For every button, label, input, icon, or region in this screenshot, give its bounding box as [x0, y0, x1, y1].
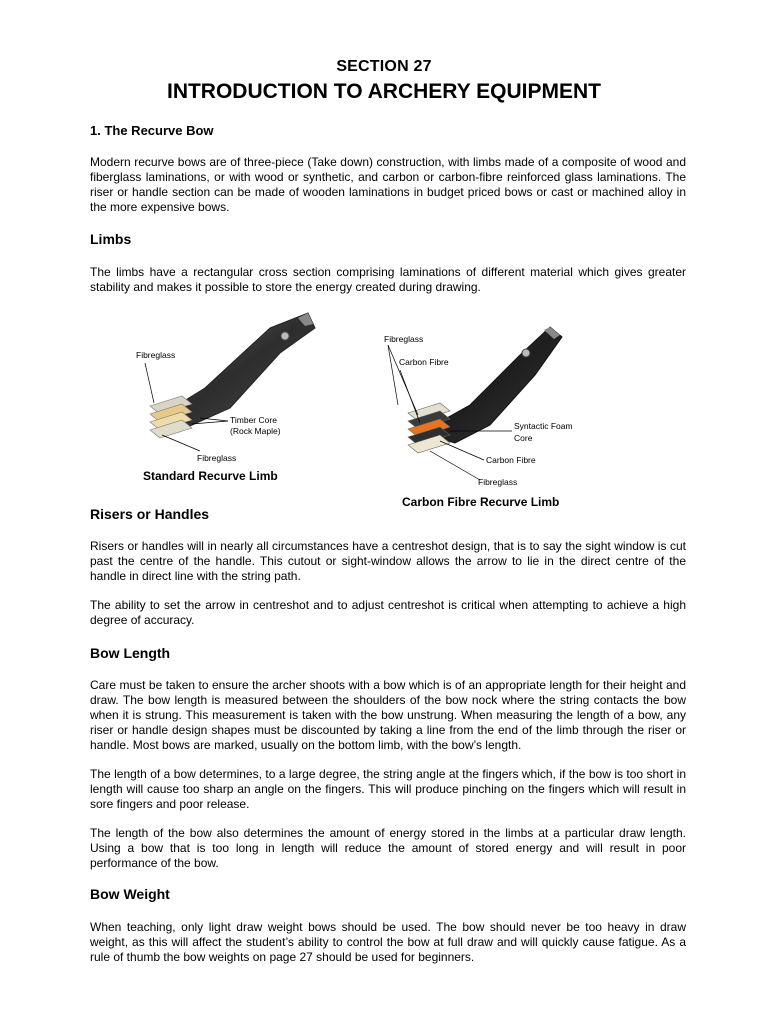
label-cf-carbon-fibre-bottom: Carbon Fibre [486, 455, 536, 465]
caption-carbon-limb: Carbon Fibre Recurve Limb [402, 495, 560, 509]
paragraph-risers-1: Risers or handles will in nearly all circumstances have a centreshot design, that is to say the sight window is cut past the centre of the handle. This cutout or sight-window allows the arrow to lie in the direct centre of the handle in direct line with the string path. [90, 539, 686, 583]
page-title: INTRODUCTION TO ARCHERY EQUIPMENT [166, 80, 602, 103]
label-cf-fibreglass-bottom: Fibreglass [478, 477, 518, 487]
label-cf-carbon-fibre-top: Carbon Fibre [399, 357, 449, 367]
paragraph-bow-length-1: Care must be taken to ensure the archer shoots with a bow which is of an appropriate length for their height and draw. The bow length is measured between the shoulders of the bow nock where the string contacts the bow when it is strung. This measurement is taken with the bow unstrung. When measuring the length of a bow, any riser or handle design shapes must be discounted by taking a line from the end of the limb through the riser or handle. Most bows are marked, usually on the bottom limb, with the bow’s length. [90, 678, 686, 752]
section-number: SECTION 27 [336, 58, 432, 75]
heading-recurve-bow: 1. The Recurve Bow [90, 123, 214, 138]
heading-bow-length: Bow Length [90, 645, 171, 661]
label-cf-fibreglass-top: Fibreglass [384, 334, 424, 344]
heading-risers: Risers or Handles [90, 506, 210, 522]
label-fibreglass-top: Fibreglass [136, 350, 176, 360]
label-syntactic-foam: Syntactic Foam [514, 421, 573, 431]
paragraph-bow-weight: When teaching, only light draw weight bows should be used. The bow should never be too heavy in draw weight, as this will affect the student’s ability to control the bow at full draw and will quickly cause fatigue. As a rule of thumb the bow weights on page 27 should be used for beginners. [90, 920, 686, 964]
paragraph-bow-length-2: The length of a bow determines, to a large degree, the string angle at the fingers which, if the bow is too short in length will cause too sharp an angle on the fingers. This will produce pinching on the fingers which will result in sore fingers and poor release. [90, 767, 686, 811]
paragraph-limbs: The limbs have a rectangular cross section comprising laminations of different material which gives greater stability and makes it possible to store the energy created during drawing. [90, 265, 686, 294]
caption-standard-limb: Standard Recurve Limb [143, 469, 278, 483]
heading-bow-weight: Bow Weight [90, 886, 170, 902]
label-timber-core: Timber Core [230, 415, 277, 425]
paragraph-recurve-intro: Modern recurve bows are of three-piece (Take down) construction, with limbs made of a composite of wood and fiberglass laminations, or with wood or synthetic, and carbon or carbon-fibre reinforced glass laminations. The riser or handle section can be made of wooden laminations in budget priced bows or cast or machined alloy in the more expensive bows. [90, 155, 686, 214]
paragraph-risers-2: The ability to set the arrow in centreshot and to adjust centreshot is critical when attempting to achieve a high degree of accuracy. [90, 598, 686, 627]
paragraph-bow-length-3: The length of the bow also determines the amount of energy stored in the limbs at a particular draw length. Using a bow that is too long in length will reduce the amount of stored energy and will result in poor performance of the bow. [90, 826, 686, 870]
heading-limbs: Limbs [90, 231, 132, 247]
label-fibreglass-bottom: Fibreglass [197, 453, 237, 463]
standard-limb-illustration [120, 308, 320, 468]
label-rock-maple: (Rock Maple) [230, 426, 281, 436]
label-foam-core: Core [514, 433, 533, 443]
